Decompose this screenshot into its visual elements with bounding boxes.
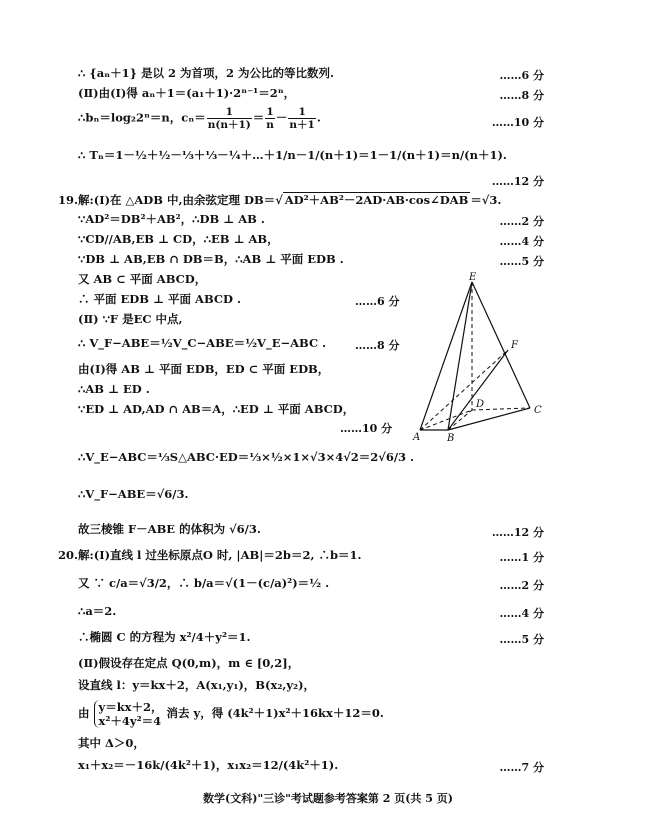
text-line: (Ⅱ)假设存在定点 Q(0,m)，m ∈ [0,2]，: [78, 656, 300, 670]
score-mark: ……8 分: [355, 339, 400, 352]
text-line: ∵DB ⊥ AB,EB ∩ DB＝B，∴AB ⊥ 平面 EDB .: [78, 252, 344, 266]
question-19: 19.解:(Ⅰ)在 △ADB 中,由余弦定理 DB＝√ AD²＋AB²－2AD·AB·cos∠DAB ＝√3.: [58, 193, 502, 207]
score-mark: ……5 分: [499, 633, 544, 646]
text-line: ∴ {aₙ＋1} 是以 2 为首项，2 为公比的等比数列.: [78, 66, 335, 80]
label-C: C: [534, 405, 542, 416]
text-line: 由 y＝kx＋2， x²＋4y²＝4 消去 y，得 (4k²＋1)x²＋16kx＋12＝0.: [78, 700, 384, 728]
score-mark: ……7 分: [499, 761, 544, 774]
text-line: ∴V_E−ABC＝⅓S△ABC·ED＝⅓×½×1×√3×4√2＝2√6/3 .: [78, 450, 415, 464]
text-line: ∴ V_F−ABE＝½V_C−ABE＝½V_E−ABC .: [78, 336, 327, 350]
text-line: 故三棱锥 F－ABE 的体积为 √6/3.: [78, 522, 261, 536]
text-line: ∵ED ⊥ AD,AD ∩ AB＝A，∴ED ⊥ 平面 ABCD，: [78, 402, 355, 416]
text-line: ∴a＝2.: [78, 604, 117, 618]
score-mark: ……1 分: [499, 551, 544, 564]
edge-EB: [448, 282, 472, 430]
label-E: E: [469, 272, 477, 283]
edge-AD: [420, 410, 472, 430]
edge-EC: [472, 282, 530, 408]
text-line: 设直线 l：y＝kx＋2，A(x₁,y₁)，B(x₂,y₂)，: [78, 678, 316, 692]
text-line: ∴ Tₙ＝1－½＋½－⅓＋⅓－¼＋…＋1/n－1/(n＋1)＝1－1/(n＋1)＝n/(n＋1).: [78, 148, 507, 162]
score-mark: ……6 分: [355, 295, 400, 308]
edge-BC: [448, 408, 530, 430]
text-line: 又 AB ⊂ 平面 ABCD，: [78, 272, 207, 286]
score-mark: ……4 分: [499, 607, 544, 620]
score-mark: ……10 分: [491, 116, 544, 129]
score-mark: ……2 分: [499, 215, 544, 228]
text-line: ∴椭圆 C 的方程为 x²/4＋y²＝1.: [78, 630, 251, 644]
text-line: ∴ 平面 EDB ⊥ 平面 ABCD .: [78, 292, 242, 306]
score-mark: ……5 分: [499, 255, 544, 268]
score-mark: ……6 分: [499, 69, 544, 82]
score-mark: ……12 分: [491, 175, 544, 188]
edge-BF: [448, 350, 508, 430]
text-line: 由(Ⅰ)得 AB ⊥ 平面 EDB，ED ⊂ 平面 EDB，: [78, 362, 330, 376]
text-line: ∴AB ⊥ ED .: [78, 382, 150, 396]
text-line: ∵CD//AB,EB ⊥ CD，∴EB ⊥ AB，: [78, 232, 279, 246]
text-line: 其中 Δ＞0，: [78, 736, 145, 750]
label-A: A: [413, 432, 421, 442]
label-F: F: [511, 340, 518, 351]
text-line: (Ⅱ) ∵F 是EC 中点,: [78, 312, 183, 326]
text-line: ∵AD²＝DB²＋AB²，∴DB ⊥ AB .: [78, 212, 265, 226]
label-B: B: [447, 433, 455, 442]
label-D: D: [476, 399, 485, 410]
score-mark: ……10 分: [340, 422, 393, 435]
score-mark: ……2 分: [499, 579, 544, 592]
text-line: ∴bₙ＝log₂2ⁿ＝n，cₙ＝ $\frac{1}{n(n+1)}$ ＝ $\frac{1}{n}$ － $\frac{1}{n+1}$ .: [78, 106, 321, 131]
text-line: ∴V_F−ABE＝√6/3.: [78, 487, 189, 501]
score-mark: ……12 分: [491, 526, 544, 539]
score-mark: ……8 分: [499, 89, 544, 102]
text-line: (Ⅱ)由(Ⅰ)得 aₙ＋1＝(a₁＋1)·2ⁿ⁻¹＝2ⁿ，: [78, 86, 296, 100]
question-20: 20.解:(Ⅰ)直线 l 过坐标原点O 时, |AB|＝2b＝2, ∴b＝1.: [58, 548, 362, 562]
text-line: 又 ∵ c/a＝√3/2，∴ b/a＝√(1－(c/a)²)＝½ .: [78, 576, 330, 590]
text-line: x₁＋x₂＝－16k/(4k²＋1)，x₁x₂＝12/(4k²＋1).: [78, 758, 339, 772]
page-footer: 数学(文科)"三诊"考试题参考答案第 2 页(共 5 页): [203, 792, 453, 805]
pyramid-figure: [405, 272, 555, 442]
score-mark: ……4 分: [499, 235, 544, 248]
